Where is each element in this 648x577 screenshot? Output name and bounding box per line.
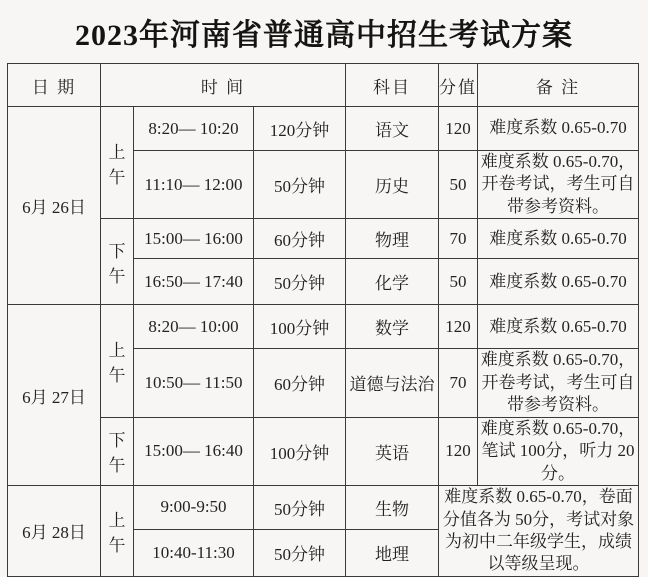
col-header-score: 分值 <box>439 64 478 107</box>
col-header-time: 时 间 <box>101 64 346 107</box>
remark-cell: 难度系数 0.65-0.70，笔试 100分，听力 20分。 <box>478 417 639 485</box>
time-cell: 15:00— 16:00 <box>134 219 254 259</box>
col-header-subject: 科目 <box>346 64 439 107</box>
time-cell: 15:00— 16:40 <box>134 417 254 485</box>
duration-cell: 50分钟 <box>254 529 346 576</box>
table-row <box>8 305 639 349</box>
col-header-date: 日 期 <box>8 64 101 107</box>
header-row <box>8 64 639 107</box>
period-cell: 上午 <box>101 107 134 219</box>
table-row <box>8 107 639 151</box>
subject-cell: 生物 <box>346 485 439 529</box>
subject-cell: 地理 <box>346 529 439 576</box>
table-row <box>8 417 639 485</box>
remark-cell: 难度系数 0.65-0.70，开卷考试，考生可自带参考资料。 <box>478 151 639 219</box>
score-cell: 120 <box>439 107 478 151</box>
duration-cell: 100分钟 <box>254 305 346 349</box>
subject-cell: 语文 <box>346 107 439 151</box>
subject-cell: 道德与法治 <box>346 349 439 417</box>
duration-cell: 100分钟 <box>254 417 346 485</box>
remark-cell: 难度系数 0.65-0.70 <box>478 219 639 259</box>
table-row <box>8 219 639 259</box>
duration-cell: 50分钟 <box>254 151 346 219</box>
duration-cell: 50分钟 <box>254 485 346 529</box>
time-cell: 10:40-11:30 <box>134 529 254 576</box>
remark-cell: 难度系数 0.65-0.70 <box>478 305 639 349</box>
date-cell: 6月 28日 <box>8 485 101 576</box>
page-title: 2023年河南省普通高中招生考试方案 <box>75 19 573 52</box>
subject-cell: 英语 <box>346 417 439 485</box>
score-cell: 70 <box>439 219 478 259</box>
period-cell: 上午 <box>101 305 134 417</box>
time-cell: 9:00-9:50 <box>134 485 254 529</box>
subject-cell: 历史 <box>346 151 439 219</box>
score-cell: 50 <box>439 259 478 305</box>
score-cell: 50 <box>439 151 478 219</box>
score-cell: 120 <box>439 417 478 485</box>
remark-cell: 难度系数 0.65-0.70，开卷考试，考生可自带参考资料。 <box>478 349 639 417</box>
duration-cell: 60分钟 <box>254 219 346 259</box>
duration-cell: 120分钟 <box>254 107 346 151</box>
subject-cell: 物理 <box>346 219 439 259</box>
period-cell: 上午 <box>101 485 134 576</box>
col-header-remark: 备 注 <box>478 64 639 107</box>
date-cell: 6月 26日 <box>8 107 101 305</box>
score-cell: 70 <box>439 349 478 417</box>
exam-schedule-table <box>7 63 639 577</box>
remark-cell-merged: 难度系数 0.65-0.70，卷面分值各为 50分，考试对象为初中二年级学生，成绩以等级呈现。 <box>439 485 639 576</box>
period-cell: 下午 <box>101 417 134 485</box>
time-cell: 16:50— 17:40 <box>134 259 254 305</box>
time-cell: 8:20— 10:00 <box>134 305 254 349</box>
time-cell: 10:50— 11:50 <box>134 349 254 417</box>
duration-cell: 60分钟 <box>254 349 346 417</box>
period-cell: 下午 <box>101 219 134 305</box>
time-cell: 8:20— 10:20 <box>134 107 254 151</box>
score-cell: 120 <box>439 305 478 349</box>
date-cell: 6月 27日 <box>8 305 101 486</box>
duration-cell: 50分钟 <box>254 259 346 305</box>
time-cell: 11:10— 12:00 <box>134 151 254 219</box>
remark-cell: 难度系数 0.65-0.70 <box>478 107 639 151</box>
remark-cell: 难度系数 0.65-0.70 <box>478 259 639 305</box>
subject-cell: 化学 <box>346 259 439 305</box>
table-row <box>8 485 639 529</box>
subject-cell: 数学 <box>346 305 439 349</box>
